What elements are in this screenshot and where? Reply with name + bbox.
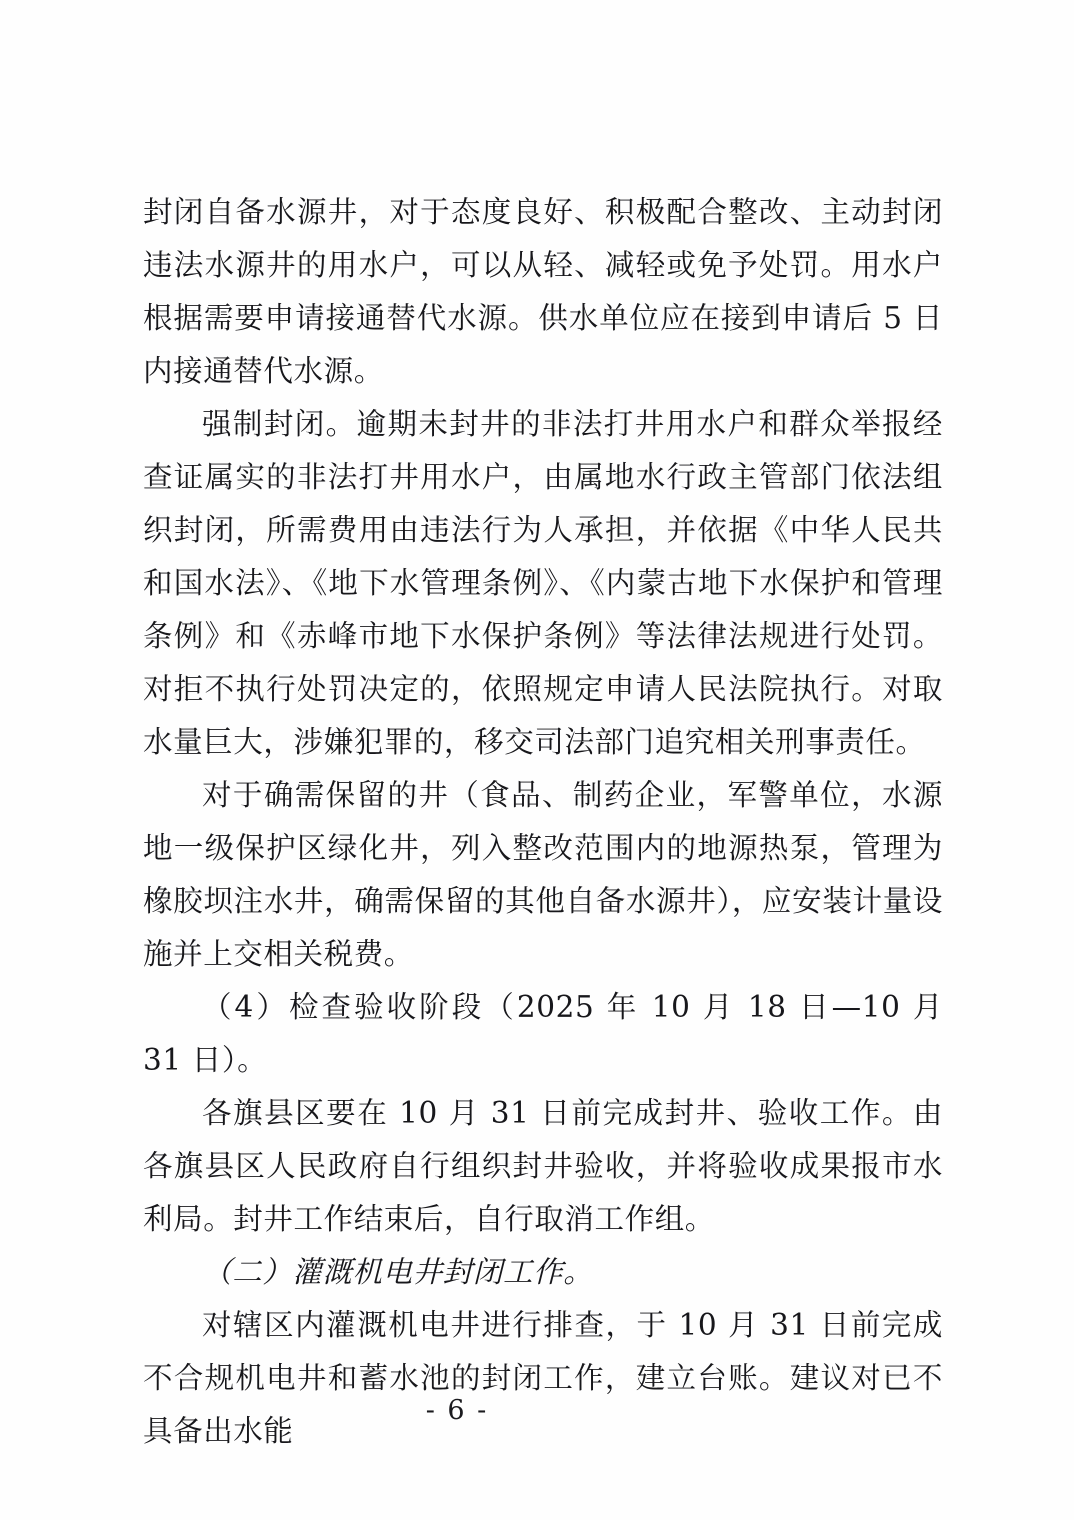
page-body [143, 186, 943, 1458]
paragraph-7: 对辖区内灌溉机电井进行排查，于 10 月 31 日前完成不合规机电井和蓄水池的封闭工作，建立台账。建议对已不具备出水能 [143, 1308, 943, 1448]
paragraph-2: 强制封闭。逾期未封井的非法打井用水户和群众举报经查证属实的非法打井用水户，由属地水行政主管部门依法组织封闭，所需费用由违法行为人承担，并依据《中华人民共和国水法》、《地下水管理条例》、《内蒙古地下水保护和管理条例》和《赤峰市地下水保护条例》等法律法规进行处罚。对拒不执行处罚决定的，依照规定申请人民法院执行。对取水量巨大，涉嫌犯罪的，移交司法部门追究相关刑事责任。 [143, 407, 943, 759]
paragraph-3: 对于确需保留的井（食品、制药企业，军警单位，水源地一级保护区绿化井，列入整改范围内的地源热泵，管理为橡胶坝注水井，确需保留的其他自备水源井），应安装计量设施并上交相关税费。 [143, 778, 943, 971]
paragraph-5: 各旗县区要在 10 月 31 日前完成封井、验收工作。由各旗县区人民政府自行组织封井验收，并将验收成果报市水利局。封井工作结束后，自行取消工作组。 [143, 1096, 943, 1236]
section-heading-two: （二）灌溉机电井封闭工作。 [202, 1255, 594, 1289]
page-number: - 6 - [425, 1395, 489, 1426]
paragraph-4-inspection-phase: （4）检查验收阶段（2025 年 10 月 18 日—10 月 31 日）。 [143, 990, 943, 1077]
paragraph-1: 封闭自备水源井，对于态度良好、积极配合整改、主动封闭违法水源井的用水户，可以从轻、减轻或免予处罚。用水户根据需要申请接通替代水源。供水单位应在接到申请后 5 日内接通替代水源。 [143, 195, 943, 388]
